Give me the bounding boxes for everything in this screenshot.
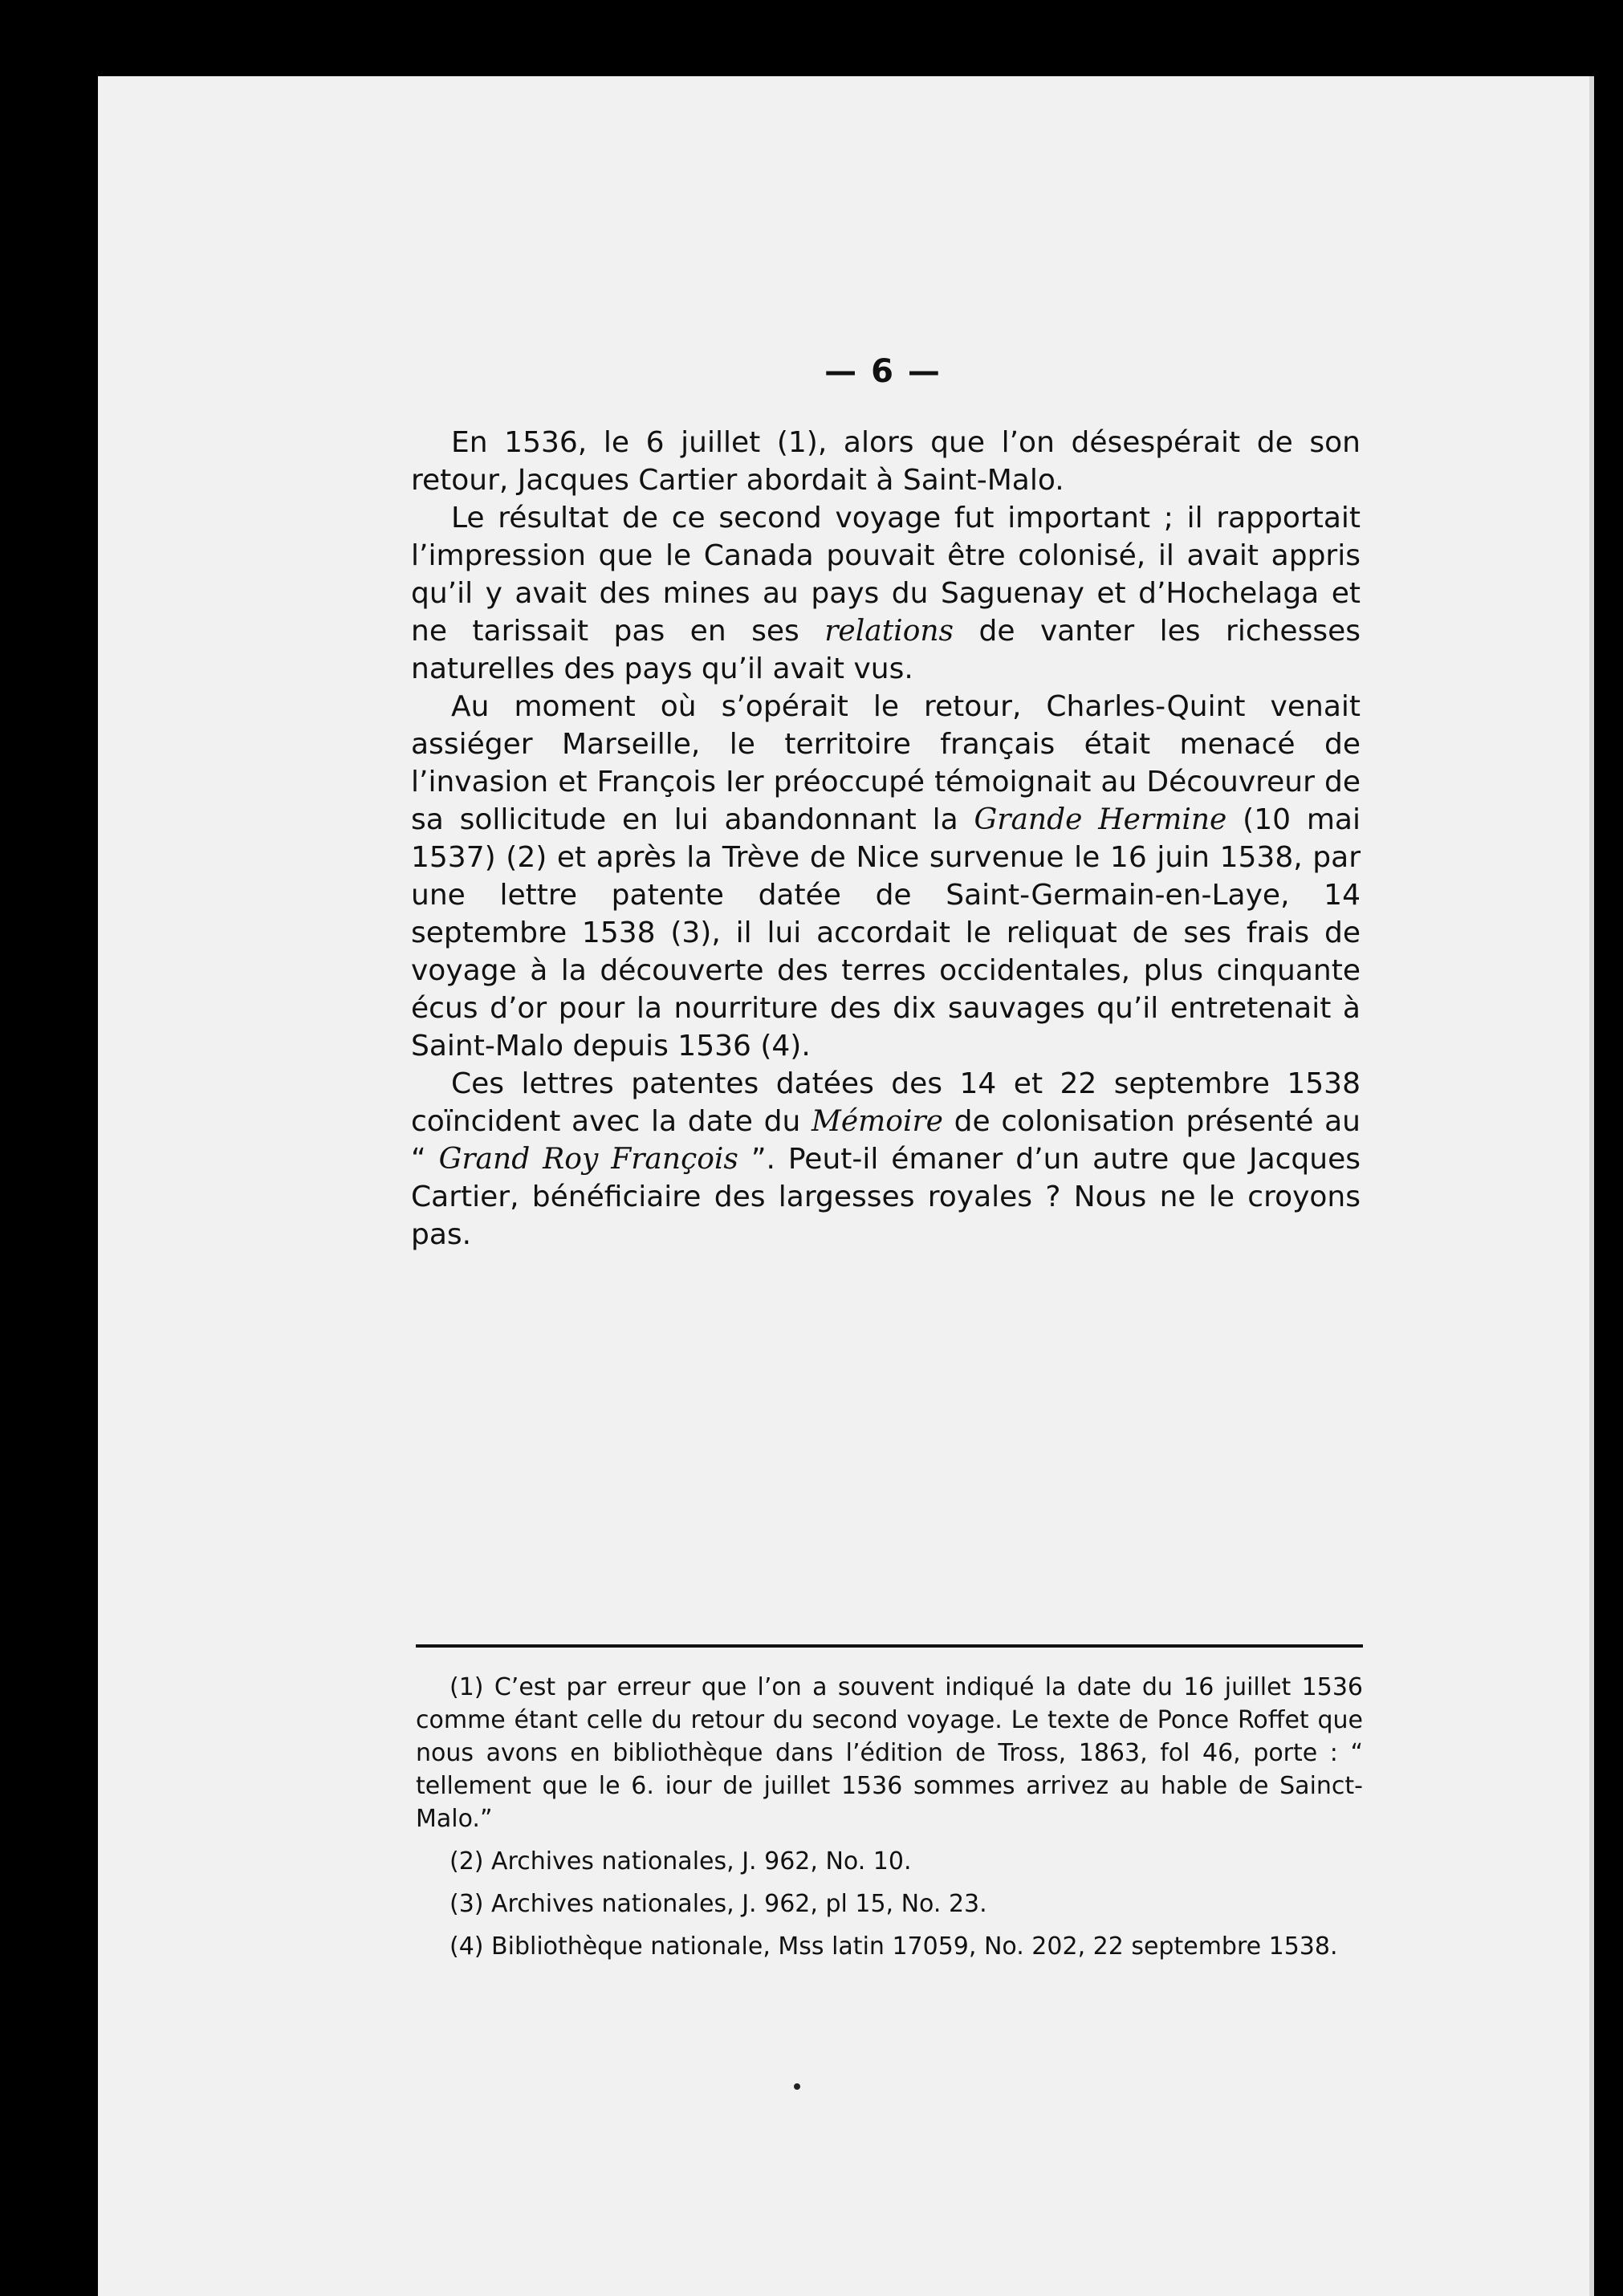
paragraph-4-text-c: ”. Peut-il émaner d’un autre que Jacques Cartier, bénéficiaire des largesses royales ? Nous ne le croyons pas. <box>411 1143 1361 1251</box>
paragraph-2-text-b: de vanter les richesses naturelles des pays qu’il avait vus. <box>411 615 1361 685</box>
paragraph-1 <box>411 424 1361 499</box>
body-text <box>411 424 1361 1254</box>
printer-dot <box>794 2083 800 2090</box>
paragraph-4-text-a: Ces lettres patentes datées des 14 et 22 septembre 1538 coïncident avec la date du <box>411 1067 1361 1138</box>
footnote-3: (3) Archives nationales, J. 962, pl 15, No. 23. <box>449 1890 987 1918</box>
page-number: — 6 — <box>824 353 942 390</box>
paragraph-1-text: En 1536, le 6 juillet (1), alors que l’on désespérait de son retour, Jacques Cartier abordait à Saint-Malo. <box>411 426 1361 497</box>
footnotes <box>416 1671 1363 1973</box>
paragraph-3-text-b: (10 mai 1537) (2) et après la Trève de Nice survenue le 16 juin 1538, par une lettre patente datée de Saint-Germain-en-Laye, 14 septembre 1538 (3), il lui accordait le reliquat de ses frais de voyage à la découverte des terres occidentales, plus cinquante écus d’or pour la nourriture des dix sauvages qu’il entretenait à Saint-Malo depuis 1536 (4). <box>411 803 1361 1063</box>
paragraph-2 <box>411 499 1361 688</box>
footnote-4: (4) Bibliothèque nationale, Mss latin 17059, No. 202, 22 septembre 1538. <box>449 1932 1338 1961</box>
paragraph-4-text-b: de colonisation présenté au “ <box>411 1105 1361 1176</box>
paragraph-3-italic: Grande Hermine <box>974 803 1227 836</box>
footnote-1: (1) C’est par erreur que l’on a souvent indiqué la date du 16 juillet 1536 comme étant celle du retour du second voyage. Le texte de Ponce Roffet que nous avons en bibliothèque dans l’édition de Tross, 1863, fol 46, porte : “ tellement que le 6. iour de juillet 1536 sommes arrivez au hable de Sainct-Malo.” <box>416 1673 1363 1833</box>
paragraph-3 <box>411 688 1361 1065</box>
page-edge <box>1589 76 1594 2296</box>
footnote-divider <box>416 1644 1363 1648</box>
paragraph-2-italic: relations <box>824 615 954 648</box>
paragraph-3-text-a: Au moment où s’opérait le retour, Charles-Quint venait assiéger Marseille, le territoire français était menacé de l’invasion et François Ier préoccupé témoignait au Découvreur de sa sollicitude en lui abandonnant la <box>411 690 1361 836</box>
footnote-2: (2) Archives nationales, J. 962, No. 10. <box>449 1847 912 1875</box>
paragraph-2-text-a: Le résultat de ce second voyage fut important ; il rapportait l’impression que le Canada pouvait être colonisé, il avait appris qu’il y avait des mines au pays du Saguenay et d’Hochelaga et ne tarissait pas en ses <box>411 502 1361 648</box>
paragraph-4-italic-b: Grand Roy François <box>438 1143 738 1176</box>
paragraph-4 <box>411 1065 1361 1254</box>
paragraph-4-italic-a: Mémoire <box>811 1105 943 1138</box>
